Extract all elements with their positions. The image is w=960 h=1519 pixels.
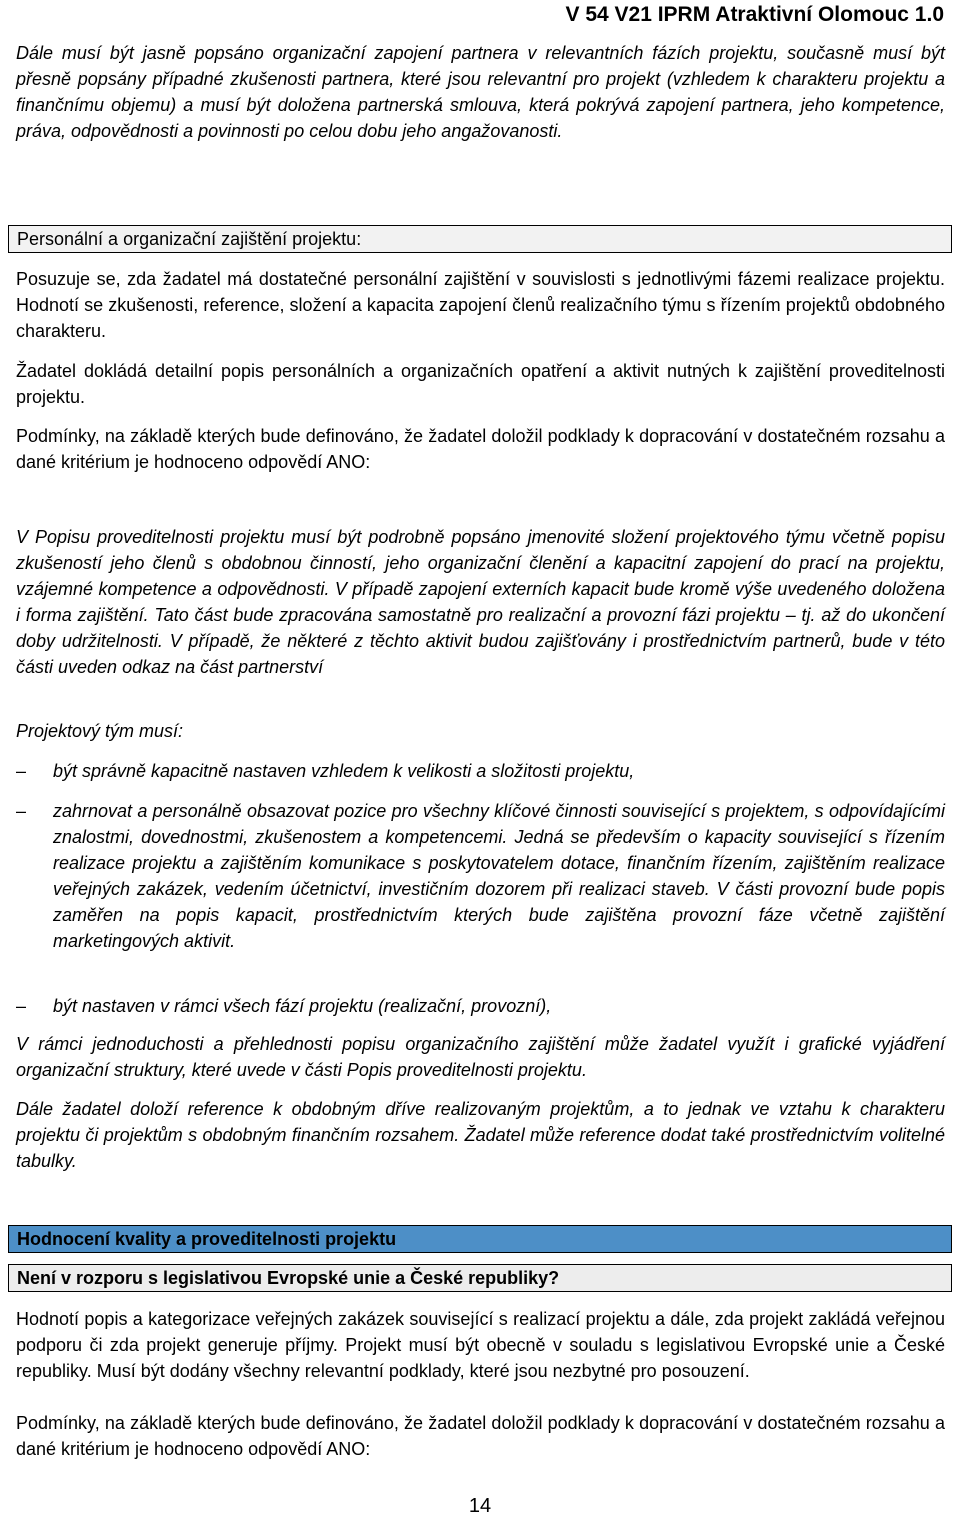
list-dash: – bbox=[16, 801, 27, 821]
list-dash: – bbox=[16, 996, 27, 1016]
conditions-paragraph: V Popisu proveditelnosti projektu musí být podrobně popsáno jmenovité složení projektového týmu včetně popisu zkušeností jeho členů s obdobnou činností, jeho organizační členění a kapacitní zapojení do prací na projektu, vzájemné kompetence a odpovědnosti. V případě zapojení externích kapacit bude kromě výše uvedeného doložena i forma zajištění. Tato část bude zpracována samostatně pro realizační a provozní fázi projektu – tj. až do ukončení doby udržitelnosti. V případě, že některé z těchto aktivit budou zajišťovány i prostřednictvím partnerů, bude v této části uveden odkaz na část partnerství bbox=[16, 527, 945, 677]
list-item-text: zahrnovat a personálně obsazovat pozice pro všechny klíčové činnosti související s projektem, s odpovídajícími znalostmi, dovednostmi, zkušenostem a kompetencemi. Jedná se především o kapacity související s řízením realizace projektu a zajištěním komunikace s poskytovatelem dotace, finančním řízením, zajištěním realizace veřejných zakázek, vedením účetnictví, investičním dozorem při realizaci staveb. V části provozní bude popis zaměřen na popis kapacit, prostřednictvím kterých bude zajištěna provozní fáze včetně zajištění marketingových aktivit. bbox=[53, 801, 945, 951]
personal-paragraph-1: Posuzuje se, zda žadatel má dostatečné personální zajištění v souvislosti s jednotlivými fázemi realizace projektu. Hodnotí se zkušenosti, reference, složení a kapacita zapojení členů realizačního týmu s řízením projektů obdobného charakteru. bbox=[16, 269, 945, 341]
page-number: 14 bbox=[468, 1495, 492, 1517]
personal-paragraph-3: Podmínky, na základě kterých bude definováno, že žadatel doložil podklady k dopracování v dostatečném rozsahu a dané kritérium je hodnoceno odpovědí ANO: bbox=[16, 426, 945, 472]
running-header: V 54 V21 IPRM Atraktivní Olomouc 1.0 bbox=[565, 3, 944, 26]
list-dash: – bbox=[16, 761, 27, 781]
quality-paragraph-1: Hodnotí popis a kategorizace veřejných zakázek související s realizací projektu a dále, zda projekt zakládá veřejnou podporu či zda projekt generuje příjmy. Projekt musí být obecně v souladu s legislativou Evropské unie a České republiky. Musí být dodány všechny relevantní podklady, které jsou nezbytné pro posouzení. bbox=[16, 1309, 945, 1381]
section-heading-personal: Personální a organizační zajištění projektu: bbox=[8, 225, 952, 253]
list-item-text: být správně kapacitně nastaven vzhledem k velikosti a složitosti projektu, bbox=[53, 761, 635, 781]
list-item-text: být nastaven v rámci všech fází projektu (realizační, provozní), bbox=[53, 996, 552, 1016]
team-heading: Projektový tým musí: bbox=[16, 721, 184, 741]
intro-paragraph: Dále musí být jasně popsáno organizační zapojení partnera v relevantních fázích projektu, současně musí být přesně popsány případné zkušenosti partnera, které jsou relevantní pro projekt (vzhledem k charakteru projektu a finančnímu objemu) a musí být doložena partnerská smlouva, která pokrývá zapojení partnera, jeho kompetence, práva, odpovědnosti a povinnosti po celou dobu jeho angažovanosti. bbox=[16, 43, 945, 141]
list-item bbox=[16, 993, 945, 1019]
closing-paragraph-1: V rámci jednoduchosti a přehlednosti popisu organizačního zajištění může žadatel využít i grafické vyjádření organizační struktury, které uvede v části Popis proveditelnosti projektu. bbox=[16, 1034, 945, 1080]
quality-paragraph-2: Podmínky, na základě kterých bude definováno, že žadatel doložil podklady k dopracování v dostatečném rozsahu a dané kritérium je hodnoceno odpovědí ANO: bbox=[16, 1413, 945, 1459]
closing-paragraph-2: Dále žadatel doloží reference k obdobným dříve realizovaným projektům, a to jednak ve vztahu k charakteru projektu či projektům s obdobným finančním rozsahem. Žadatel může reference dodat také prostřednictvím volitelné tabulky. bbox=[16, 1099, 945, 1171]
list-item bbox=[16, 758, 945, 784]
personal-paragraph-2: Žadatel dokládá detailní popis personálních a organizačních opatření a aktivit nutných k zajištění proveditelnosti projektu. bbox=[16, 361, 945, 407]
list-item bbox=[16, 798, 945, 954]
section-heading-quality: Hodnocení kvality a proveditelnosti projektu bbox=[8, 1225, 952, 1253]
section-subheading-legislation: Není v rozporu s legislativou Evropské unie a České republiky? bbox=[8, 1264, 952, 1292]
